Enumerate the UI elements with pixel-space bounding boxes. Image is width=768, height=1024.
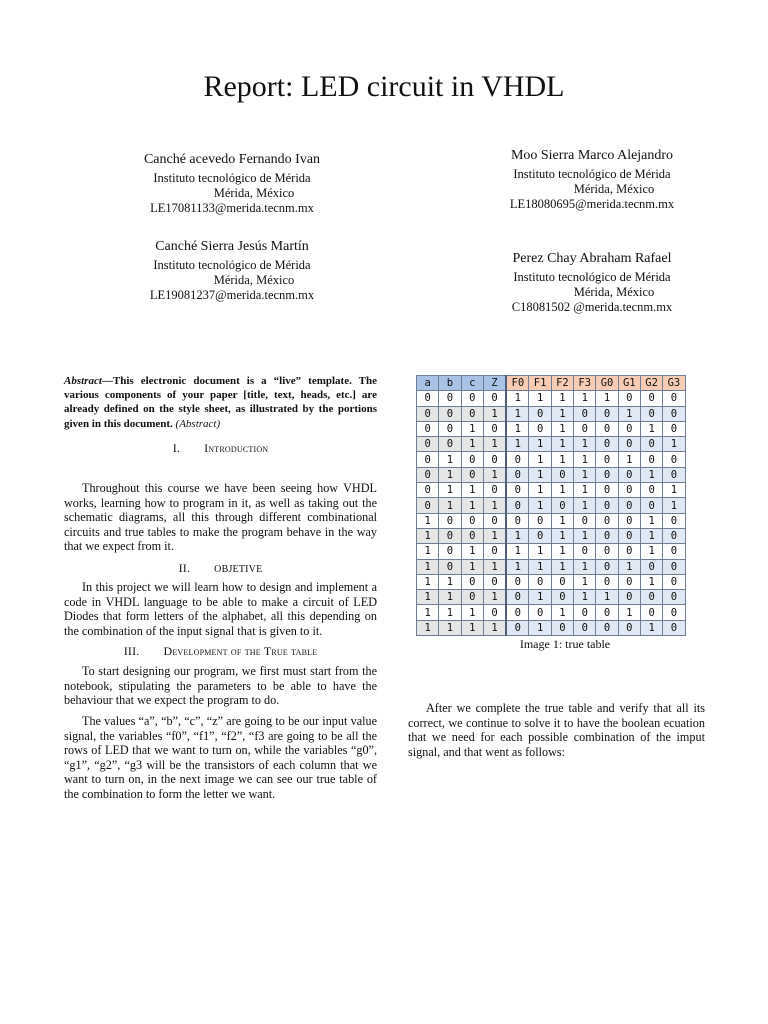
truth-table-cell: 0 [551, 620, 573, 635]
truth-table-row [417, 513, 686, 528]
truth-table-row [417, 421, 686, 436]
truth-table-cell: 1 [461, 437, 483, 452]
truth-table-cell: 0 [506, 467, 529, 482]
truth-table-cell: 1 [506, 544, 529, 559]
section-heading-development [64, 644, 377, 659]
paragraph: To start designing our program, we first must start from the notebook, stipulating the parameters to be able to have the behaviour that we expect the program to do. [64, 664, 377, 708]
truth-table-row [417, 544, 686, 559]
abstract-label: Abstract [64, 375, 102, 387]
truth-table-cell: 1 [483, 467, 506, 482]
author-city: Mérida, México [213, 273, 295, 287]
truth-table-cell: 1 [640, 421, 662, 436]
paragraph: In this project we will learn how to design and implement a code in VHDL language to be able to make a circuit of LED Diodes that form letters of the alphabet, all this depending on the combination of the input signal that is given to it. [64, 580, 377, 638]
truth-table-cell: 0 [618, 574, 640, 589]
truth-table-cell: 0 [461, 391, 483, 406]
truth-table-cell: 1 [663, 483, 685, 498]
truth-table-cell: 1 [439, 590, 461, 605]
truth-table-cell: 0 [439, 559, 461, 574]
truth-table-cell: 1 [417, 559, 439, 574]
truth-table-cell: 1 [574, 437, 596, 452]
section-heading-introduction [64, 441, 377, 456]
truth-table-cell: 1 [483, 437, 506, 452]
truth-table-row [417, 467, 686, 482]
author-name: Perez Chay Abraham Rafael [512, 251, 672, 266]
truth-table-cell: 0 [640, 406, 662, 421]
truth-table-cell: 0 [417, 467, 439, 482]
truth-table-cell: 1 [461, 483, 483, 498]
truth-table-header-cell: F0 [506, 376, 529, 391]
author-institution: Instituto tecnológico de Mérida [153, 258, 311, 272]
truth-table-cell: 1 [483, 406, 506, 421]
truth-table-cell: 0 [596, 498, 618, 513]
truth-table-header-cell: F2 [551, 376, 573, 391]
truth-table-cell: 0 [574, 513, 596, 528]
truth-table-cell: 0 [417, 483, 439, 498]
truth-table-cell: 1 [618, 559, 640, 574]
truth-table-cell: 0 [596, 528, 618, 543]
truth-table-cell: 1 [551, 437, 573, 452]
truth-table-cell: 0 [417, 421, 439, 436]
truth-table-cell: 1 [640, 528, 662, 543]
truth-table-header-row [417, 376, 686, 391]
truth-table-cell: 0 [596, 467, 618, 482]
truth-table-header-cell: a [417, 376, 439, 391]
truth-table-cell: 0 [663, 574, 685, 589]
author-institution: Instituto tecnológico de Mérida [513, 167, 671, 181]
truth-table-cell: 0 [483, 483, 506, 498]
truth-table-cell: 0 [461, 590, 483, 605]
truth-table-cell: 0 [663, 406, 685, 421]
truth-table-cell: 1 [529, 620, 551, 635]
author-block-1 [104, 152, 360, 216]
truth-table-cell: 1 [640, 513, 662, 528]
truth-table-cell: 0 [663, 559, 685, 574]
truth-table-cell: 1 [574, 391, 596, 406]
truth-table-cell: 1 [551, 544, 573, 559]
truth-table-cell: 1 [417, 574, 439, 589]
truth-table-cell: 1 [417, 544, 439, 559]
truth-table-row [417, 605, 686, 620]
truth-table-cell: 0 [483, 544, 506, 559]
truth-table-cell: 0 [483, 574, 506, 589]
author-city: Mérida, México [573, 182, 655, 196]
truth-table-row [417, 620, 686, 635]
truth-table-cell: 1 [483, 590, 506, 605]
truth-table-cell: 0 [439, 513, 461, 528]
paragraph: The values “a”, “b”, “c”, “z” are going to be our input value signal, the variables “f0”, “f1”, “f2”, “f3 are going to be all the rows of LED that we want to turn on, while the variables “g0”, “g1”, “g2”, “g3 will be the transistors of each column that we want to turn on, in the next image we can see our true table of the combination to form the letter we want. [64, 714, 377, 801]
truth-table-cell: 1 [551, 605, 573, 620]
truth-table-cell: 0 [618, 528, 640, 543]
truth-table-cell: 1 [439, 452, 461, 467]
truth-table-cell: 1 [618, 452, 640, 467]
truth-table-cell: 1 [417, 620, 439, 635]
truth-table-cell: 0 [574, 421, 596, 436]
truth-table-cell: 1 [529, 452, 551, 467]
truth-table-cell: 0 [461, 528, 483, 543]
truth-table-cell: 1 [461, 620, 483, 635]
truth-table-cell: 1 [417, 590, 439, 605]
truth-table-cell: 1 [618, 605, 640, 620]
author-institution: Instituto tecnológico de Mérida [513, 270, 671, 284]
truth-table-cell: 0 [663, 391, 685, 406]
truth-table-cell: 0 [596, 574, 618, 589]
truth-table-cell: 0 [663, 544, 685, 559]
truth-table-cell: 1 [439, 620, 461, 635]
truth-table-cell: 1 [417, 605, 439, 620]
author-block-4 [464, 251, 720, 315]
truth-table-cell: 0 [506, 513, 529, 528]
truth-table-cell: 1 [529, 590, 551, 605]
truth-table-cell: 1 [618, 406, 640, 421]
section-number: II. [178, 561, 191, 575]
truth-table-cell: 0 [640, 590, 662, 605]
truth-table-cell: 0 [618, 421, 640, 436]
truth-table-cell: 1 [574, 452, 596, 467]
truth-table-cell: 0 [483, 421, 506, 436]
truth-table-cell: 0 [506, 605, 529, 620]
truth-table-cell: 0 [640, 605, 662, 620]
author-name: Moo Sierra Marco Alejandro [510, 148, 674, 163]
truth-table-cell: 0 [483, 513, 506, 528]
truth-table-cell: 0 [596, 421, 618, 436]
truth-table-cell: 0 [483, 605, 506, 620]
truth-table-cell: 0 [551, 574, 573, 589]
truth-table-cell: 0 [461, 467, 483, 482]
truth-table-cell: 0 [461, 513, 483, 528]
abstract [64, 374, 377, 431]
truth-table-cell: 1 [483, 559, 506, 574]
section-heading-objective [64, 561, 377, 576]
truth-table-cell: 0 [551, 467, 573, 482]
truth-table-cell: 0 [640, 452, 662, 467]
truth-table-cell: 1 [461, 605, 483, 620]
truth-table-cell: 0 [663, 590, 685, 605]
author-city: Mérida, México [213, 186, 295, 200]
truth-table-row [417, 528, 686, 543]
author-name: Canché Sierra Jesús Martín [155, 239, 309, 254]
truth-table-cell: 0 [529, 406, 551, 421]
truth-table-cell: 0 [618, 513, 640, 528]
truth-table-cell: 1 [506, 437, 529, 452]
truth-table-body [417, 391, 686, 636]
truth-table-cell: 0 [640, 437, 662, 452]
truth-table-header-cell: G0 [596, 376, 618, 391]
truth-table-cell: 0 [640, 483, 662, 498]
truth-table-row [417, 406, 686, 421]
truth-table-row [417, 590, 686, 605]
truth-table-header-cell: b [439, 376, 461, 391]
truth-table-cell: 0 [596, 559, 618, 574]
truth-table-cell: 1 [529, 467, 551, 482]
truth-table-cell: 1 [417, 528, 439, 543]
section-title: Development of the True table [163, 644, 318, 658]
truth-table-cell: 1 [551, 513, 573, 528]
table-caption: Image 1: true table [519, 637, 611, 651]
truth-table-cell: 0 [439, 544, 461, 559]
truth-table-header-cell: G2 [640, 376, 662, 391]
truth-table-cell: 1 [506, 391, 529, 406]
truth-table-cell: 0 [663, 605, 685, 620]
truth-table-cell: 0 [663, 528, 685, 543]
truth-table-cell: 1 [439, 467, 461, 482]
truth-table-cell: 0 [417, 452, 439, 467]
truth-table-cell: 0 [506, 590, 529, 605]
truth-table-cell: 1 [461, 498, 483, 513]
author-email: LE17081133@merida.tecnm.mx [150, 201, 314, 215]
truth-table-cell: 1 [529, 391, 551, 406]
truth-table-cell: 1 [439, 483, 461, 498]
paragraph: After we complete the true table and verify that all its correct, we continue to solve it to have the boolean ecuation that we need for each possible combination of the imput signal, and that went as follows: [408, 701, 705, 759]
truth-table-cell: 0 [529, 421, 551, 436]
truth-table-header-cell: c [461, 376, 483, 391]
truth-table-cell: 1 [551, 406, 573, 421]
truth-table-cell: 0 [574, 544, 596, 559]
truth-table-cell: 0 [618, 467, 640, 482]
truth-table-cell: 1 [483, 620, 506, 635]
truth-table-cell: 1 [506, 421, 529, 436]
truth-table-cell: 0 [461, 574, 483, 589]
truth-table-cell: 1 [551, 528, 573, 543]
truth-table-cell: 0 [551, 498, 573, 513]
truth-table-row [417, 437, 686, 452]
truth-table-cell: 1 [574, 559, 596, 574]
abstract-body: —This electronic document is a “live” template. The various components of your paper [title, text, heads, etc.] are already defined on the style sheet, as illustrated by the portions given in this document. [64, 375, 377, 430]
truth-table-header-cell: Z [483, 376, 506, 391]
truth-table-cell: 1 [461, 559, 483, 574]
truth-table-cell: 1 [640, 574, 662, 589]
author-email: LE19081237@merida.tecnm.mx [149, 288, 315, 302]
truth-table-cell: 1 [574, 483, 596, 498]
truth-table-cell: 0 [618, 620, 640, 635]
abstract-tail: (Abstract) [175, 417, 221, 430]
section-title: OBJETIVE [214, 564, 263, 575]
truth-table-cell: 0 [417, 437, 439, 452]
truth-table-cell: 1 [529, 498, 551, 513]
truth-table-cell: 0 [596, 620, 618, 635]
truth-table-cell: 0 [596, 437, 618, 452]
truth-table-cell: 0 [574, 605, 596, 620]
truth-table-cell: 0 [663, 620, 685, 635]
truth-table-row [417, 391, 686, 406]
truth-table-cell: 1 [439, 574, 461, 589]
author-email: C18081502 @merida.tecnm.mx [511, 300, 673, 314]
truth-table-cell: 1 [461, 544, 483, 559]
author-block-3 [104, 239, 360, 303]
truth-table-cell: 1 [663, 498, 685, 513]
truth-table-cell: 0 [618, 544, 640, 559]
author-institution: Instituto tecnológico de Mérida [153, 171, 311, 185]
truth-table-cell: 0 [483, 391, 506, 406]
truth-table-cell: 1 [439, 605, 461, 620]
truth-table-cell: 1 [417, 513, 439, 528]
truth-table-cell: 0 [596, 544, 618, 559]
section-number: I. [172, 441, 181, 455]
truth-table-cell: 0 [596, 513, 618, 528]
truth-table-cell: 0 [574, 620, 596, 635]
truth-table-row [417, 574, 686, 589]
truth-table-cell: 0 [618, 590, 640, 605]
truth-table-header-cell: G3 [663, 376, 685, 391]
truth-table-cell: 0 [640, 498, 662, 513]
truth-table-cell: 0 [574, 406, 596, 421]
section-number: III. [123, 644, 140, 658]
truth-table-cell: 1 [551, 452, 573, 467]
paragraph: Throughout this course we have been seeing how VHDL works, learning how to program in it, as well as taking out the schematic diagrams, all this through different combinational circuits and true tables to make the program behave in the way that we expect from it. [64, 481, 377, 554]
truth-table-cell: 1 [640, 467, 662, 482]
truth-table-cell: 1 [551, 421, 573, 436]
truth-table-row [417, 452, 686, 467]
truth-table-cell: 0 [506, 483, 529, 498]
truth-table-cell: 0 [506, 620, 529, 635]
truth-table-cell: 0 [596, 605, 618, 620]
truth-table-cell: 1 [640, 620, 662, 635]
truth-table-cell: 0 [640, 559, 662, 574]
paper-title: Report: LED circuit in VHDL [203, 70, 565, 103]
truth-table-cell: 0 [618, 498, 640, 513]
truth-table-cell: 0 [663, 452, 685, 467]
truth-table-cell: 1 [506, 406, 529, 421]
truth-table-header-cell: G1 [618, 376, 640, 391]
truth-table-cell: 0 [439, 391, 461, 406]
truth-table-cell: 0 [663, 513, 685, 528]
truth-table [416, 375, 686, 636]
truth-table-cell: 0 [506, 574, 529, 589]
truth-table-cell: 0 [417, 391, 439, 406]
truth-table-cell: 1 [529, 544, 551, 559]
truth-table-cell: 1 [483, 528, 506, 543]
truth-table-cell: 0 [439, 421, 461, 436]
author-block-2 [464, 148, 720, 212]
truth-table-cell: 1 [596, 590, 618, 605]
truth-table-cell: 0 [529, 513, 551, 528]
truth-table-cell: 0 [596, 406, 618, 421]
truth-table-cell: 0 [618, 483, 640, 498]
truth-table-row [417, 559, 686, 574]
truth-table-cell: 1 [574, 590, 596, 605]
truth-table-cell: 1 [574, 467, 596, 482]
truth-table-cell: 0 [461, 452, 483, 467]
truth-table-cell: 0 [618, 391, 640, 406]
truth-table-cell: 1 [551, 483, 573, 498]
truth-table-cell: 1 [574, 528, 596, 543]
truth-table-cell: 0 [529, 574, 551, 589]
truth-table-cell: 0 [417, 406, 439, 421]
truth-table-cell: 0 [439, 406, 461, 421]
truth-table-row [417, 498, 686, 513]
truth-table-cell: 1 [506, 528, 529, 543]
truth-table-cell: 0 [506, 498, 529, 513]
truth-table-cell: 1 [574, 574, 596, 589]
truth-table-cell: 0 [618, 437, 640, 452]
truth-table-cell: 1 [529, 437, 551, 452]
truth-table-cell: 1 [461, 421, 483, 436]
truth-table-cell: 0 [663, 421, 685, 436]
truth-table-cell: 0 [439, 528, 461, 543]
truth-table-cell: 0 [663, 467, 685, 482]
truth-table-cell: 0 [529, 605, 551, 620]
truth-table-cell: 0 [596, 452, 618, 467]
author-name: Canché acevedo Fernando Ivan [143, 152, 321, 167]
truth-table-cell: 0 [596, 483, 618, 498]
truth-table-header-cell: F1 [529, 376, 551, 391]
truth-table-cell: 0 [461, 406, 483, 421]
truth-table-cell: 1 [529, 483, 551, 498]
author-city: Mérida, México [573, 285, 655, 299]
truth-table-cell: 0 [506, 452, 529, 467]
truth-table-cell: 1 [663, 437, 685, 452]
truth-table-cell: 0 [439, 437, 461, 452]
truth-table-cell: 1 [551, 559, 573, 574]
truth-table-cell: 0 [551, 590, 573, 605]
truth-table-cell: 1 [574, 498, 596, 513]
truth-table-row [417, 483, 686, 498]
truth-table-cell: 1 [439, 498, 461, 513]
author-email: LE18080695@merida.tecnm.mx [509, 197, 675, 211]
truth-table-cell: 1 [529, 559, 551, 574]
truth-table-header-cell: F3 [574, 376, 596, 391]
truth-table-cell: 0 [640, 391, 662, 406]
truth-table-cell: 0 [529, 528, 551, 543]
truth-table-cell: 0 [417, 498, 439, 513]
truth-table-cell: 1 [483, 498, 506, 513]
truth-table-cell: 1 [551, 391, 573, 406]
truth-table-cell: 1 [506, 559, 529, 574]
section-title: Introduction [204, 441, 269, 455]
truth-table-cell: 0 [483, 452, 506, 467]
truth-table-cell: 1 [596, 391, 618, 406]
truth-table-cell: 1 [640, 544, 662, 559]
